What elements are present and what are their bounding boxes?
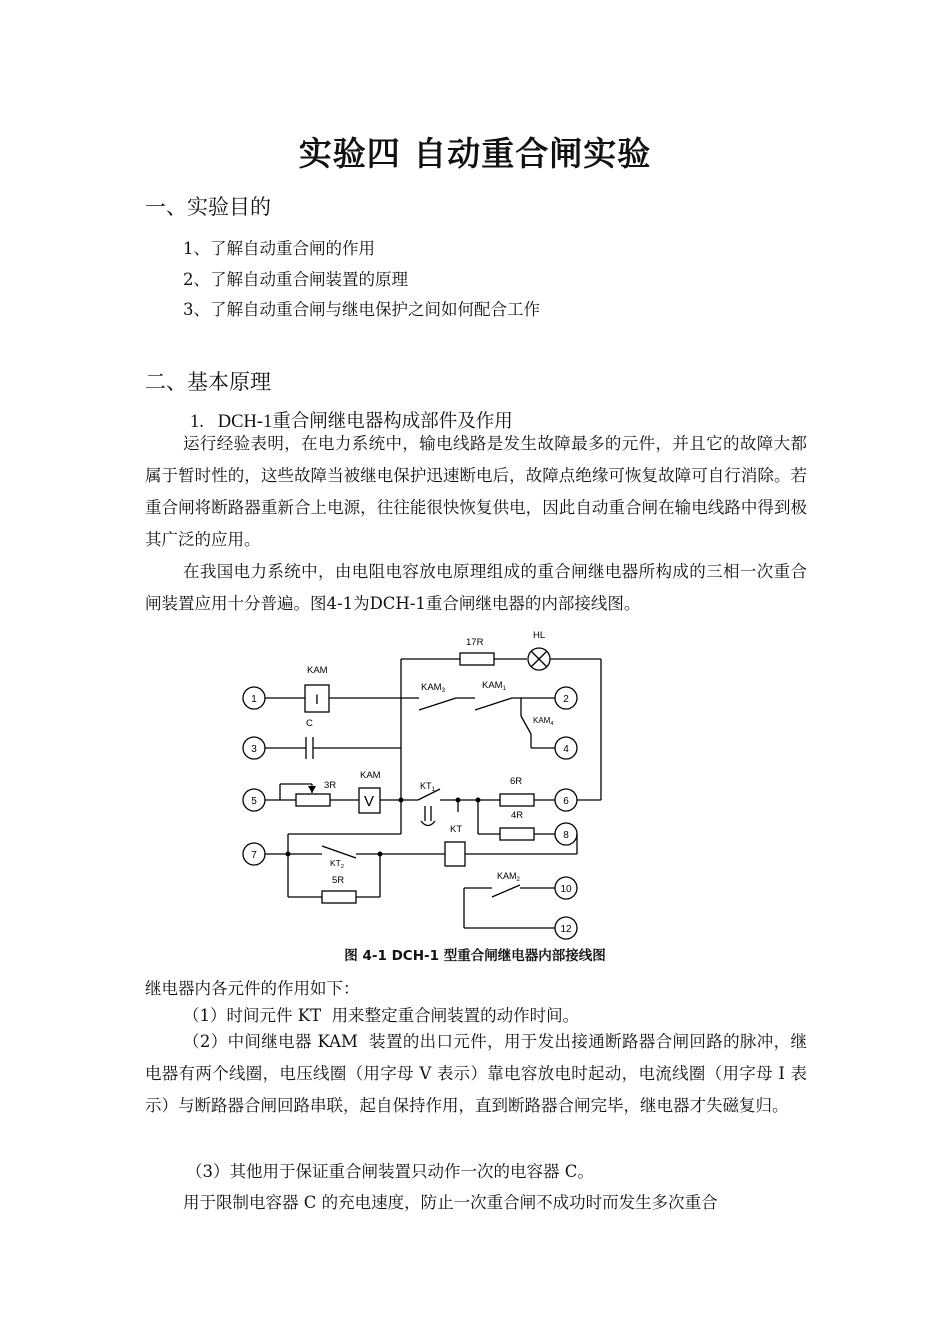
section-heading-objectives: 一、实验目的: [145, 195, 271, 219]
paragraph: （2）中间继电器 KAM 装置的出口元件，用于发出接通断路器合闸回路的脉冲，继电器有两个线圈，电压线圈（用字母 V 表示）靠电容放电时起动，电流线圈（用字母 I 表示）与断路器合闸回路串联，起自保持作用，直到断路器合闸完毕，继电器才失磁复归。: [145, 1032, 807, 1115]
label-kt1: $KT_1$: [420, 781, 435, 793]
label-3r: 3R: [324, 780, 337, 791]
label-c: C: [306, 718, 313, 729]
terminal-label: 3: [251, 744, 257, 755]
text-line: （3）其他用于保证重合闸装置只动作一次的电容器 C。: [186, 1162, 594, 1181]
section-heading-principle: 二、基本原理: [145, 370, 271, 394]
subsection-heading: 1. DCH-1重合闸继电器构成部件及作用: [190, 412, 513, 432]
label-kam4: $KAM_4$: [533, 716, 554, 727]
objective-item: 3、了解自动重合闸与继电保护之间如何配合工作: [183, 300, 540, 319]
terminal-label: 8: [563, 830, 569, 841]
paragraph: 在我国电力系统中，由电阻电容放电原理组成的重合闸继电器所构成的三相一次重合闸装置应用十分普遍。图4-1为DCH-1重合闸继电器的内部接线图。: [145, 562, 807, 613]
terminal-label: 7: [251, 850, 257, 861]
label-kam3: $KAM_3$: [421, 682, 445, 694]
terminal-label: 6: [563, 796, 569, 807]
label-kam1: $KAM_1$: [482, 680, 506, 692]
text-line: 用于限制电容器 C 的充电速度，防止一次重合闸不成功时而发生多次重合: [183, 1193, 718, 1212]
resistor-5r: [322, 891, 356, 903]
label-6r: 6R: [510, 776, 523, 787]
objective-item: 2、了解自动重合闸装置的原理: [183, 270, 408, 289]
paragraph: 运行经验表明，在电力系统中，输电线路是发生故障最多的元件，并且它的故障大都属于暂时性的，这些故障当被继电保护迅速断电后，故障点绝缘可恢复故障可自行消除。若重合闸将断路器重新合上电源，往往能很快恢复供电，因此自动重合闸在输电线路中得到极其广泛的应用。: [145, 434, 807, 549]
terminal-label: 5: [251, 796, 257, 807]
terminal-label: 2: [563, 694, 569, 705]
label-5r: 5R: [332, 875, 345, 886]
resistor-17r: [460, 653, 494, 665]
coil-v-label: V: [363, 793, 375, 810]
terminal-label: 4: [563, 744, 569, 755]
terminal-label: 1: [251, 694, 257, 705]
label-kt: KT: [450, 824, 463, 835]
text-line: 继电器内各元件的作用如下：: [145, 979, 360, 998]
label-kam2: $KAM_2$: [497, 871, 520, 883]
terminal-label: 10: [560, 884, 572, 895]
terminal-label: 12: [560, 924, 572, 935]
label-17r: 17R: [466, 637, 484, 648]
objective-item: 1、了解自动重合闸的作用: [183, 239, 375, 258]
text-line: （1）时间元件 KT 用来整定重合闸装置的动作时间。: [183, 1006, 580, 1025]
coil-i-label: I: [315, 691, 319, 707]
resistor-4r: [500, 828, 534, 840]
label-kam: KAM: [307, 665, 328, 676]
circuit-diagram: [0, 620, 950, 940]
label-4r: 4R: [511, 810, 524, 821]
label-kam-v: KAM: [360, 770, 381, 781]
label-kt2: $KT_2$: [330, 858, 344, 870]
resistor-6r: [500, 794, 534, 806]
label-hl: HL: [533, 630, 546, 641]
page-title: 实验四 自动重合闸实验: [298, 134, 652, 173]
figure-caption: 图 4-1 DCH-1 型重合闸继电器内部接线图: [344, 948, 606, 964]
resistor-3r: [296, 794, 330, 806]
coil-kt: [445, 842, 465, 866]
